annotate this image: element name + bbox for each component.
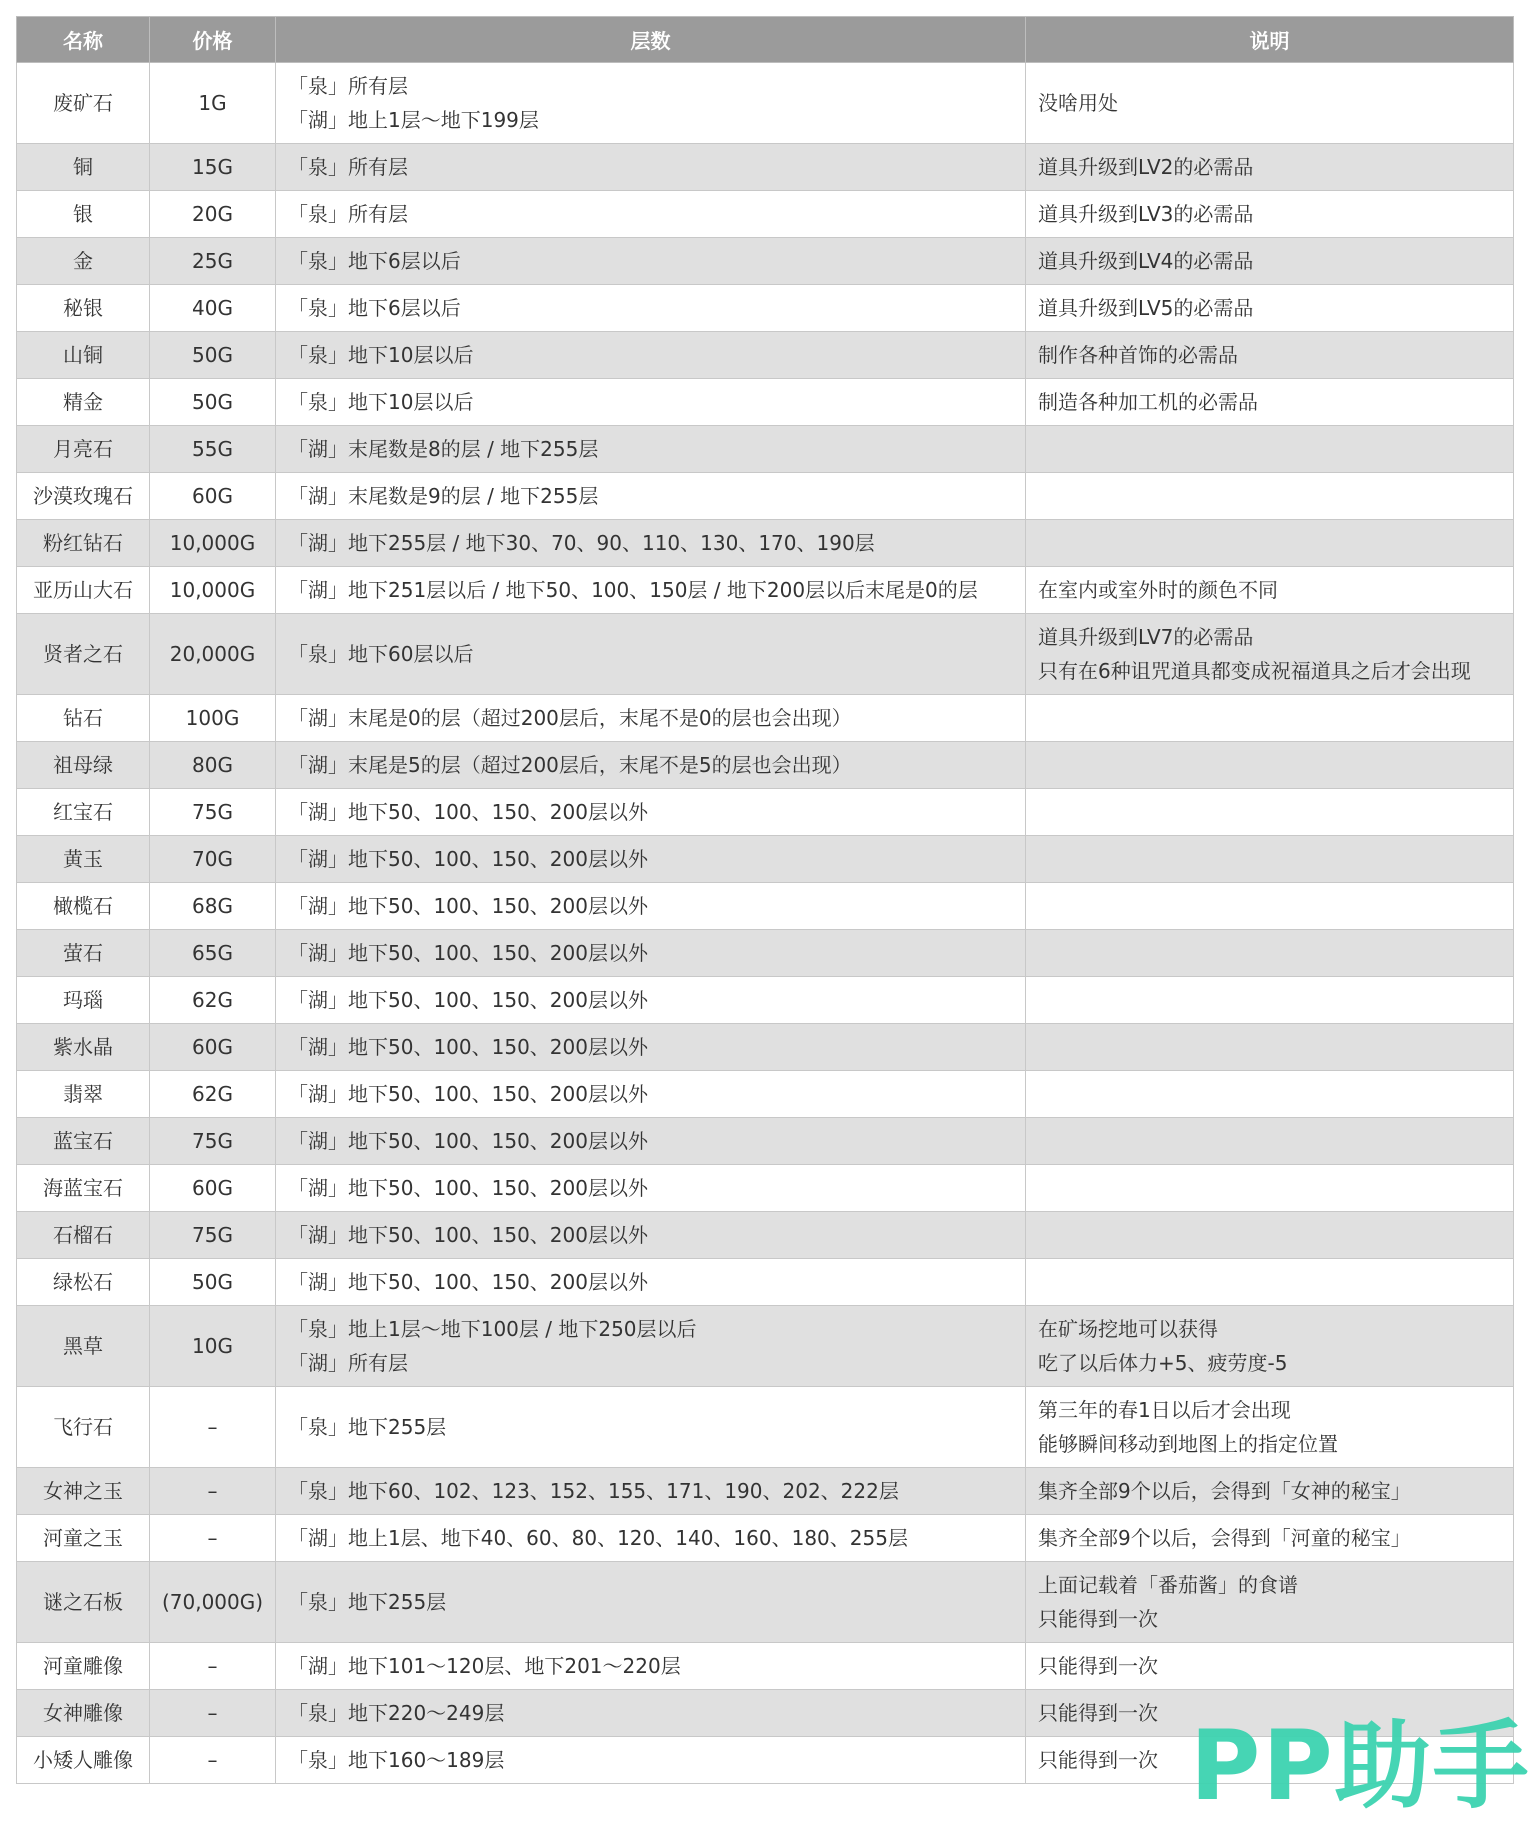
- table-row: [17, 789, 1514, 836]
- table-row: [17, 520, 1514, 567]
- cell-note: [1026, 1165, 1514, 1212]
- note-line: 只能得到一次: [1038, 1701, 1158, 1725]
- table-row: [17, 1643, 1514, 1690]
- table-row: [17, 191, 1514, 238]
- table-row: [17, 1562, 1514, 1643]
- cell-note: [1026, 1024, 1514, 1071]
- cell-price: 60G: [150, 1024, 276, 1071]
- table-row: [17, 614, 1514, 695]
- cell-note: [1026, 930, 1514, 977]
- cell-price: 20G: [150, 191, 276, 238]
- cell-floors: [276, 426, 1026, 473]
- note-line: 吃了以后体力+5、疲劳度-5: [1038, 1351, 1288, 1375]
- table-row: [17, 1306, 1514, 1387]
- table-row: [17, 1515, 1514, 1562]
- cell-price: 10,000G: [150, 520, 276, 567]
- table-row: [17, 836, 1514, 883]
- floor-line: 「湖」地下50、100、150、200层以外: [288, 847, 648, 871]
- cell-price: 15G: [150, 144, 276, 191]
- cell-price: 68G: [150, 883, 276, 930]
- cell-price: 10G: [150, 1306, 276, 1387]
- cell-price: –: [150, 1515, 276, 1562]
- cell-floors: [276, 191, 1026, 238]
- cell-note: [1026, 1643, 1514, 1690]
- cell-price: 1G: [150, 63, 276, 144]
- cell-floors: [276, 379, 1026, 426]
- cell-note: [1026, 426, 1514, 473]
- cell-note: [1026, 742, 1514, 789]
- cell-price: 75G: [150, 1212, 276, 1259]
- header-note: 说明: [1026, 17, 1514, 63]
- floor-line: 「湖」地下50、100、150、200层以外: [288, 800, 648, 824]
- floor-line: 「泉」地下60层以后: [288, 642, 474, 666]
- cell-price: 62G: [150, 977, 276, 1024]
- table-row: [17, 285, 1514, 332]
- table-row: [17, 1259, 1514, 1306]
- cell-price: 60G: [150, 473, 276, 520]
- table-row: [17, 695, 1514, 742]
- cell-price: –: [150, 1690, 276, 1737]
- cell-floors: [276, 614, 1026, 695]
- cell-floors: [276, 285, 1026, 332]
- table-row: [17, 1212, 1514, 1259]
- note-line: 制造各种加工机的必需品: [1038, 390, 1258, 414]
- cell-name: 女神雕像: [17, 1690, 150, 1737]
- cell-floors: [276, 1212, 1026, 1259]
- note-line: 在室内或室外时的颜色不同: [1038, 578, 1278, 602]
- cell-note: [1026, 191, 1514, 238]
- note-line: 上面记载着「番茄酱」的食谱: [1038, 1573, 1298, 1597]
- floor-line: 「泉」地下60、102、123、152、155、171、190、202、222层: [288, 1479, 899, 1503]
- cell-price: 50G: [150, 332, 276, 379]
- cell-price: 62G: [150, 1071, 276, 1118]
- header-floors: 层数: [276, 17, 1026, 63]
- floor-line: 「泉」地下6层以后: [288, 249, 461, 273]
- cell-name: 月亮石: [17, 426, 150, 473]
- cell-note: [1026, 520, 1514, 567]
- cell-floors: [276, 742, 1026, 789]
- cell-name: 亚历山大石: [17, 567, 150, 614]
- cell-floors: [276, 1259, 1026, 1306]
- table-header-row: [17, 17, 1514, 63]
- cell-note: [1026, 379, 1514, 426]
- floor-line: 「湖」地下50、100、150、200层以外: [288, 1129, 648, 1153]
- note-line: 道具升级到LV7的必需品: [1038, 625, 1254, 649]
- cell-price: 75G: [150, 789, 276, 836]
- cell-floors: [276, 1562, 1026, 1643]
- cell-price: 20,000G: [150, 614, 276, 695]
- cell-name: 紫水晶: [17, 1024, 150, 1071]
- floor-line: 「湖」地下251层以后 / 地下50、100、150层 / 地下200层以后末尾是0的层: [288, 578, 978, 602]
- cell-name: 谜之石板: [17, 1562, 150, 1643]
- cell-floors: [276, 1165, 1026, 1212]
- cell-name: 玛瑙: [17, 977, 150, 1024]
- cell-floors: [276, 520, 1026, 567]
- note-line: 没啥用处: [1038, 91, 1118, 115]
- floor-line: 「湖」地下50、100、150、200层以外: [288, 1270, 648, 1294]
- note-line: 第三年的春1日以后才会出现: [1038, 1398, 1291, 1422]
- cell-name: 钻石: [17, 695, 150, 742]
- cell-name: 蓝宝石: [17, 1118, 150, 1165]
- table-row: [17, 63, 1514, 144]
- cell-note: [1026, 836, 1514, 883]
- cell-name: 河童之玉: [17, 1515, 150, 1562]
- floor-line: 「湖」末尾数是9的层 / 地下255层: [288, 484, 599, 508]
- cell-name: 铜: [17, 144, 150, 191]
- cell-name: 石榴石: [17, 1212, 150, 1259]
- floor-line: 「湖」地下101～120层、地下201～220层: [288, 1654, 681, 1678]
- cell-note: [1026, 1306, 1514, 1387]
- note-line: 集齐全部9个以后，会得到「女神的秘宝」: [1038, 1479, 1411, 1503]
- cell-floors: [276, 238, 1026, 285]
- table-row: [17, 379, 1514, 426]
- table-body: [17, 63, 1514, 1784]
- header-name: 名称: [17, 17, 150, 63]
- floor-line: 「湖」地下50、100、150、200层以外: [288, 1176, 648, 1200]
- cell-price: 60G: [150, 1165, 276, 1212]
- cell-floors: [276, 1024, 1026, 1071]
- table-row: [17, 1165, 1514, 1212]
- cell-floors: [276, 567, 1026, 614]
- table-row: [17, 567, 1514, 614]
- cell-note: [1026, 789, 1514, 836]
- table-row: [17, 238, 1514, 285]
- floor-line: 「湖」地下50、100、150、200层以外: [288, 1035, 648, 1059]
- floor-line: 「泉」地下10层以后: [288, 390, 474, 414]
- cell-name: 黑草: [17, 1306, 150, 1387]
- floor-line: 「湖」地上1层～地下199层: [288, 108, 539, 132]
- table-row: [17, 473, 1514, 520]
- watermark-logo: PP助手: [1190, 1710, 1531, 1822]
- table-row: [17, 1387, 1514, 1468]
- cell-floors: [276, 883, 1026, 930]
- cell-name: 粉红钻石: [17, 520, 150, 567]
- cell-price: –: [150, 1643, 276, 1690]
- floor-line: 「湖」末尾数是8的层 / 地下255层: [288, 437, 599, 461]
- cell-price: 50G: [150, 1259, 276, 1306]
- cell-floors: [276, 1118, 1026, 1165]
- cell-name: 小矮人雕像: [17, 1737, 150, 1784]
- cell-note: [1026, 332, 1514, 379]
- cell-name: 秘银: [17, 285, 150, 332]
- floor-line: 「湖」所有层: [288, 1351, 408, 1375]
- cell-price: 80G: [150, 742, 276, 789]
- cell-price: 40G: [150, 285, 276, 332]
- cell-floors: [276, 1071, 1026, 1118]
- cell-name: 银: [17, 191, 150, 238]
- note-line: 制作各种首饰的必需品: [1038, 343, 1238, 367]
- floor-line: 「湖」地下255层 / 地下30、70、90、110、130、170、190层: [288, 531, 875, 555]
- floor-line: 「泉」所有层: [288, 155, 408, 179]
- cell-floors: [276, 977, 1026, 1024]
- table-row: [17, 1468, 1514, 1515]
- cell-note: [1026, 977, 1514, 1024]
- cell-floors: [276, 695, 1026, 742]
- item-table: [16, 16, 1514, 1784]
- floor-line: 「泉」地下220～249层: [288, 1701, 505, 1725]
- cell-floors: [276, 1306, 1026, 1387]
- table-row: [17, 426, 1514, 473]
- cell-note: [1026, 1387, 1514, 1468]
- table-row: [17, 977, 1514, 1024]
- note-line: 道具升级到LV3的必需品: [1038, 202, 1254, 226]
- cell-name: 祖母绿: [17, 742, 150, 789]
- floor-line: 「泉」所有层: [288, 202, 408, 226]
- cell-note: [1026, 63, 1514, 144]
- note-line: 道具升级到LV4的必需品: [1038, 249, 1254, 273]
- cell-name: 沙漠玫瑰石: [17, 473, 150, 520]
- cell-price: 25G: [150, 238, 276, 285]
- table-row: [17, 930, 1514, 977]
- cell-price: 100G: [150, 695, 276, 742]
- cell-note: [1026, 1071, 1514, 1118]
- table-row: [17, 1071, 1514, 1118]
- floor-line: 「泉」地下10层以后: [288, 343, 474, 367]
- note-line: 只能得到一次: [1038, 1654, 1158, 1678]
- cell-price: –: [150, 1737, 276, 1784]
- cell-name: 山铜: [17, 332, 150, 379]
- item-table-container: [16, 16, 1513, 1784]
- cell-name: 金: [17, 238, 150, 285]
- table-row: [17, 1118, 1514, 1165]
- cell-name: 精金: [17, 379, 150, 426]
- cell-note: [1026, 695, 1514, 742]
- note-line: 在矿场挖地可以获得: [1038, 1317, 1218, 1341]
- cell-floors: [276, 332, 1026, 379]
- cell-floors: [276, 473, 1026, 520]
- cell-floors: [276, 836, 1026, 883]
- cell-floors: [276, 144, 1026, 191]
- cell-name: 女神之玉: [17, 1468, 150, 1515]
- cell-note: [1026, 883, 1514, 930]
- cell-note: [1026, 238, 1514, 285]
- cell-price: 10,000G: [150, 567, 276, 614]
- cell-floors: [276, 1387, 1026, 1468]
- table-row: [17, 1024, 1514, 1071]
- cell-price: –: [150, 1468, 276, 1515]
- note-line: 集齐全部9个以后，会得到「河童的秘宝」: [1038, 1526, 1411, 1550]
- cell-floors: [276, 789, 1026, 836]
- cell-name: 红宝石: [17, 789, 150, 836]
- table-row: [17, 883, 1514, 930]
- cell-name: 河童雕像: [17, 1643, 150, 1690]
- cell-floors: [276, 63, 1026, 144]
- floor-line: 「泉」地下255层: [288, 1415, 447, 1439]
- floor-line: 「湖」地下50、100、150、200层以外: [288, 894, 648, 918]
- cell-price: (70,000G): [150, 1562, 276, 1643]
- header-price: 价格: [150, 17, 276, 63]
- cell-name: 萤石: [17, 930, 150, 977]
- cell-floors: [276, 930, 1026, 977]
- cell-price: 75G: [150, 1118, 276, 1165]
- table-row: [17, 332, 1514, 379]
- cell-price: 55G: [150, 426, 276, 473]
- cell-name: 翡翠: [17, 1071, 150, 1118]
- cell-note: [1026, 567, 1514, 614]
- cell-note: [1026, 1562, 1514, 1643]
- floor-line: 「湖」地下50、100、150、200层以外: [288, 988, 648, 1012]
- note-line: 道具升级到LV5的必需品: [1038, 296, 1254, 320]
- floor-line: 「湖」地下50、100、150、200层以外: [288, 941, 648, 965]
- cell-note: [1026, 473, 1514, 520]
- cell-name: 绿松石: [17, 1259, 150, 1306]
- cell-note: [1026, 614, 1514, 695]
- cell-note: [1026, 1468, 1514, 1515]
- note-line: 能够瞬间移动到地图上的指定位置: [1038, 1432, 1338, 1456]
- cell-floors: [276, 1515, 1026, 1562]
- cell-name: 贤者之石: [17, 614, 150, 695]
- cell-name: 黄玉: [17, 836, 150, 883]
- cell-floors: [276, 1737, 1026, 1784]
- floor-line: 「湖」地上1层、地下40、60、80、120、140、160、180、255层: [288, 1526, 908, 1550]
- floor-line: 「泉」所有层: [288, 74, 408, 98]
- cell-note: [1026, 1212, 1514, 1259]
- cell-note: [1026, 1515, 1514, 1562]
- cell-price: 50G: [150, 379, 276, 426]
- cell-name: 橄榄石: [17, 883, 150, 930]
- floor-line: 「湖」末尾是0的层（超过200层后，末尾不是0的层也会出现）: [288, 706, 852, 730]
- cell-floors: [276, 1468, 1026, 1515]
- note-line: 只能得到一次: [1038, 1748, 1158, 1772]
- cell-floors: [276, 1643, 1026, 1690]
- cell-name: 海蓝宝石: [17, 1165, 150, 1212]
- cell-name: 废矿石: [17, 63, 150, 144]
- cell-name: 飞行石: [17, 1387, 150, 1468]
- floor-line: 「泉」地下160～189层: [288, 1748, 505, 1772]
- floor-line: 「湖」地下50、100、150、200层以外: [288, 1082, 648, 1106]
- cell-price: 65G: [150, 930, 276, 977]
- table-row: [17, 144, 1514, 191]
- floor-line: 「湖」末尾是5的层（超过200层后，末尾不是5的层也会出现）: [288, 753, 852, 777]
- note-line: 只有在6种诅咒道具都变成祝福道具之后才会出现: [1038, 659, 1471, 683]
- cell-note: [1026, 285, 1514, 332]
- floor-line: 「湖」地下50、100、150、200层以外: [288, 1223, 648, 1247]
- cell-floors: [276, 1690, 1026, 1737]
- cell-note: [1026, 1259, 1514, 1306]
- note-line: 道具升级到LV2的必需品: [1038, 155, 1254, 179]
- floor-line: 「泉」地下255层: [288, 1590, 447, 1614]
- cell-note: [1026, 1118, 1514, 1165]
- table-row: [17, 742, 1514, 789]
- cell-note: [1026, 144, 1514, 191]
- note-line: 只能得到一次: [1038, 1607, 1158, 1631]
- cell-price: 70G: [150, 836, 276, 883]
- cell-price: –: [150, 1387, 276, 1468]
- floor-line: 「泉」地下6层以后: [288, 296, 461, 320]
- floor-line: 「泉」地上1层～地下100层 / 地下250层以后: [288, 1317, 697, 1341]
